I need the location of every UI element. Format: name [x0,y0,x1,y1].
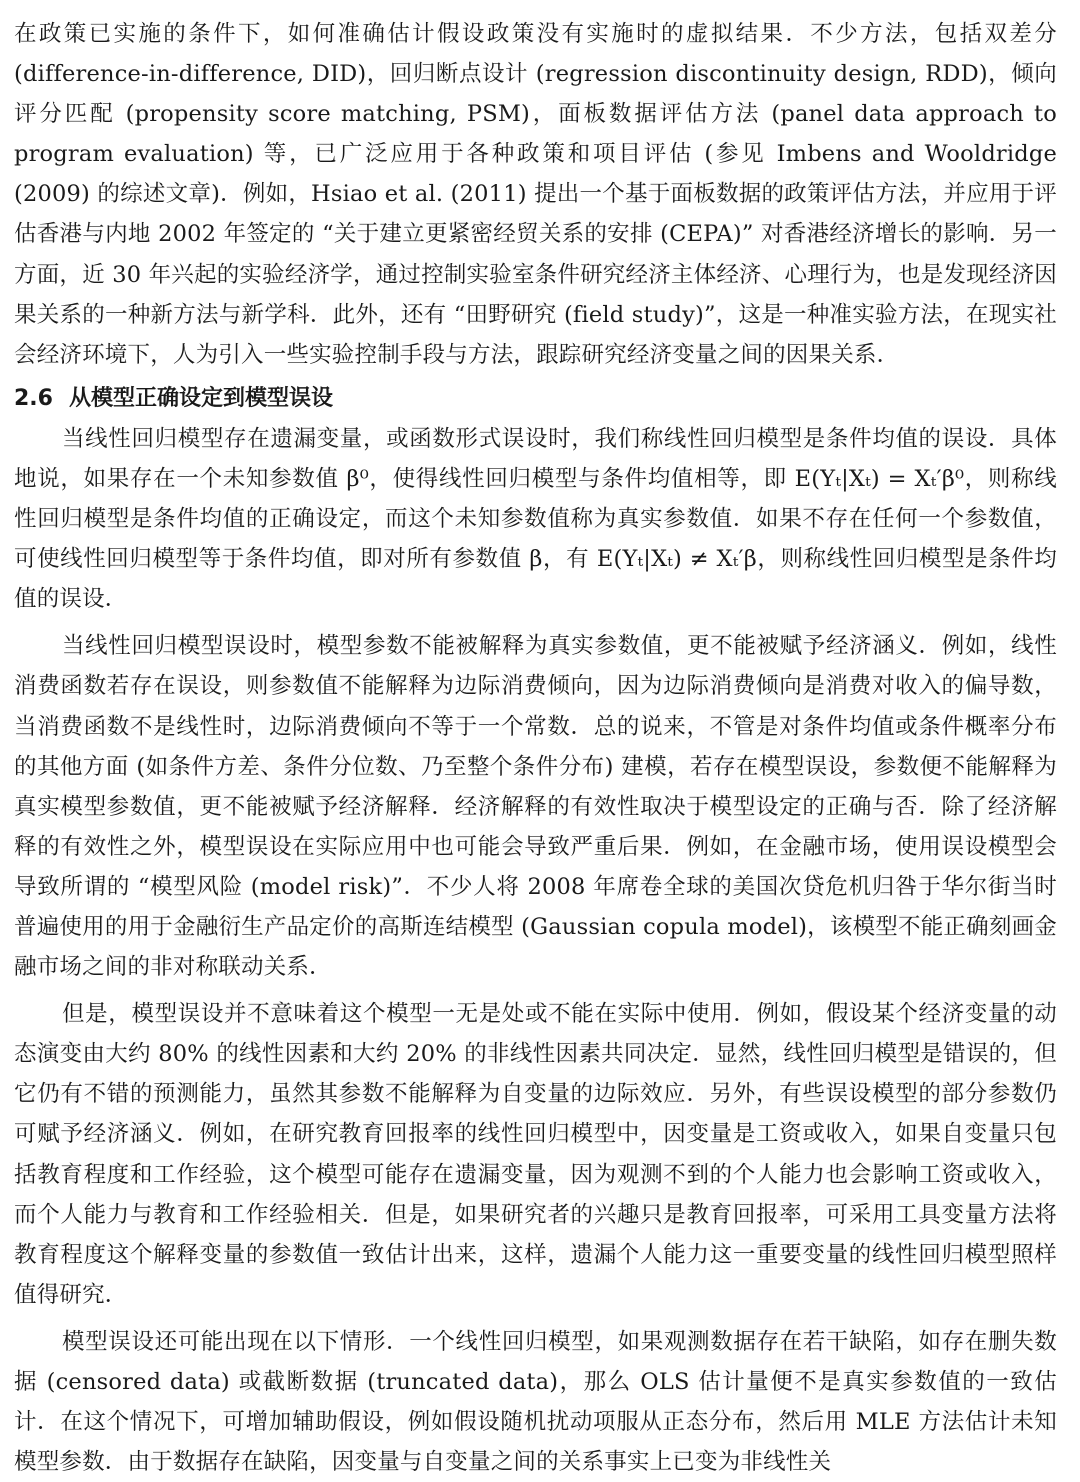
section-number: 2.6 [14,385,53,411]
paragraph-data-defects: 模型误设还可能出现在以下情形．一个线性回归模型，如果观测数据存在若干缺陷，如存在删失数据 (censored data) 或截断数据 (truncated data)，那么 OLS 估计量便不是真实参数值的一致估计．在这个情况下，可增加辅助假设，例如假设随机扰动项服从正态分布，然后用 MLE 方法估计未知模型参数．由于数据存在缺陷，因变量与自变量之间的关系事实上已变为非线性关 [14,1328,1057,1476]
paragraph-misspecification-consequences: 当线性回归模型误设时，模型参数不能被解释为真实参数值，更不能被赋予经济涵义．例如，线性消费函数若存在误设，则参数值不能解释为边际消费倾向，因为边际消费倾向是消费对收入的偏导数，当消费函数不是线性时，边际消费倾向不等于一个常数．总的说来，不管是对条件均值或条件概率分布的其他方面 (如条件方差、条件分位数、乃至整个条件分布) 建模，若存在模型误设，参数便不能解释为真实模型参数值，更不能被赋予经济解释．经济解释的有效性取决于模型设定的正确与否．除了经济解释的有效性之外，模型误设在实际应用中也可能会导致严重后果．例如，在金融市场，使用误设模型会导致所谓的 “模型风险 (model risk)”．不少人将 2008 年席卷全球的美国次贷危机归咎于华尔街当时普遍使用的用于金融衍生产品定价的高斯连结模型 (Gaussian copula model)，该模型不能正确刻画金融市场之间的非对称联动关系． [14,633,1057,981]
document-page [14,14,1057,1482]
paragraph-misspecification-definition: 当线性回归模型存在遗漏变量，或函数形式误设时，我们称线性回归模型是条件均值的误设．具体地说，如果存在一个未知参数值 β⁰，使得线性回归模型与条件均值相等，即 E(Yₜ|Xₜ) = Xₜ′β⁰，则称线性回归模型是条件均值的正确设定，而这个未知参数值称为真实参数值．如果不存在任何一个参数值，可使线性回归模型等于条件均值，即对所有参数值 β，有 E(Yₜ|Xₜ) ≠ Xₜ′β，则称线性回归模型是条件均值的误设． [14,425,1057,613]
section-heading [14,383,1057,415]
section-title: 从模型正确设定到模型误设 [68,385,333,411]
intro-paragraph: 在政策已实施的条件下，如何准确估计假设政策没有实施时的虚拟结果．不少方法，包括双差分 (difference-in-difference, DID)，回归断点设计 (regression discontinuity design, RDD)，倾向评分匹配 (propensity score matching, PSM)，面板数据评估方法 (panel data approach to program evaluation) 等，已广泛应用于各种政策和项目评估 (参见 Imbens and Wooldridge (2009) 的综述文章)．例如，Hsiao et al. (2011) 提出一个基于面板数据的政策评估方法，并应用于评估香港与内地 2002 年签定的 “关于建立更紧密经贸关系的安排 (CEPA)” 对香港经济增长的影响．另一方面，近 30 年兴起的实验经济学，通过控制实验室条件研究经济主体经济、心理行为，也是发现经济因果关系的一种新方法与新学科．此外，还有 “田野研究 (field study)”，这是一种准实验方法，在现实社会经济环境下，人为引入一些实验控制手段与方法，跟踪研究经济变量之间的因果关系． [14,21,1057,368]
paragraph-misspecified-model-usefulness: 但是，模型误设并不意味着这个模型一无是处或不能在实际中使用．例如，假设某个经济变量的动态演变由大约 80% 的线性因素和大约 20% 的非线性因素共同决定．显然，线性回归模型是错误的，但它仍有不错的预测能力，虽然其参数不能解释为自变量的边际效应．另外，有些误设模型的部分参数仍可赋予经济涵义．例如，在研究教育回报率的线性回归模型中，因变量是工资或收入，如果自变量只包括教育程度和工作经验，这个模型可能存在遗漏变量，因为观测不到的个人能力也会影响工资或收入，而个人能力与教育和工作经验相关．但是，如果研究者的兴趣只是教育回报率，可采用工具变量方法将教育程度这个解释变量的参数值一致估计出来，这样，遗漏个人能力这一重要变量的线性回归模型照样值得研究． [14,1001,1057,1308]
